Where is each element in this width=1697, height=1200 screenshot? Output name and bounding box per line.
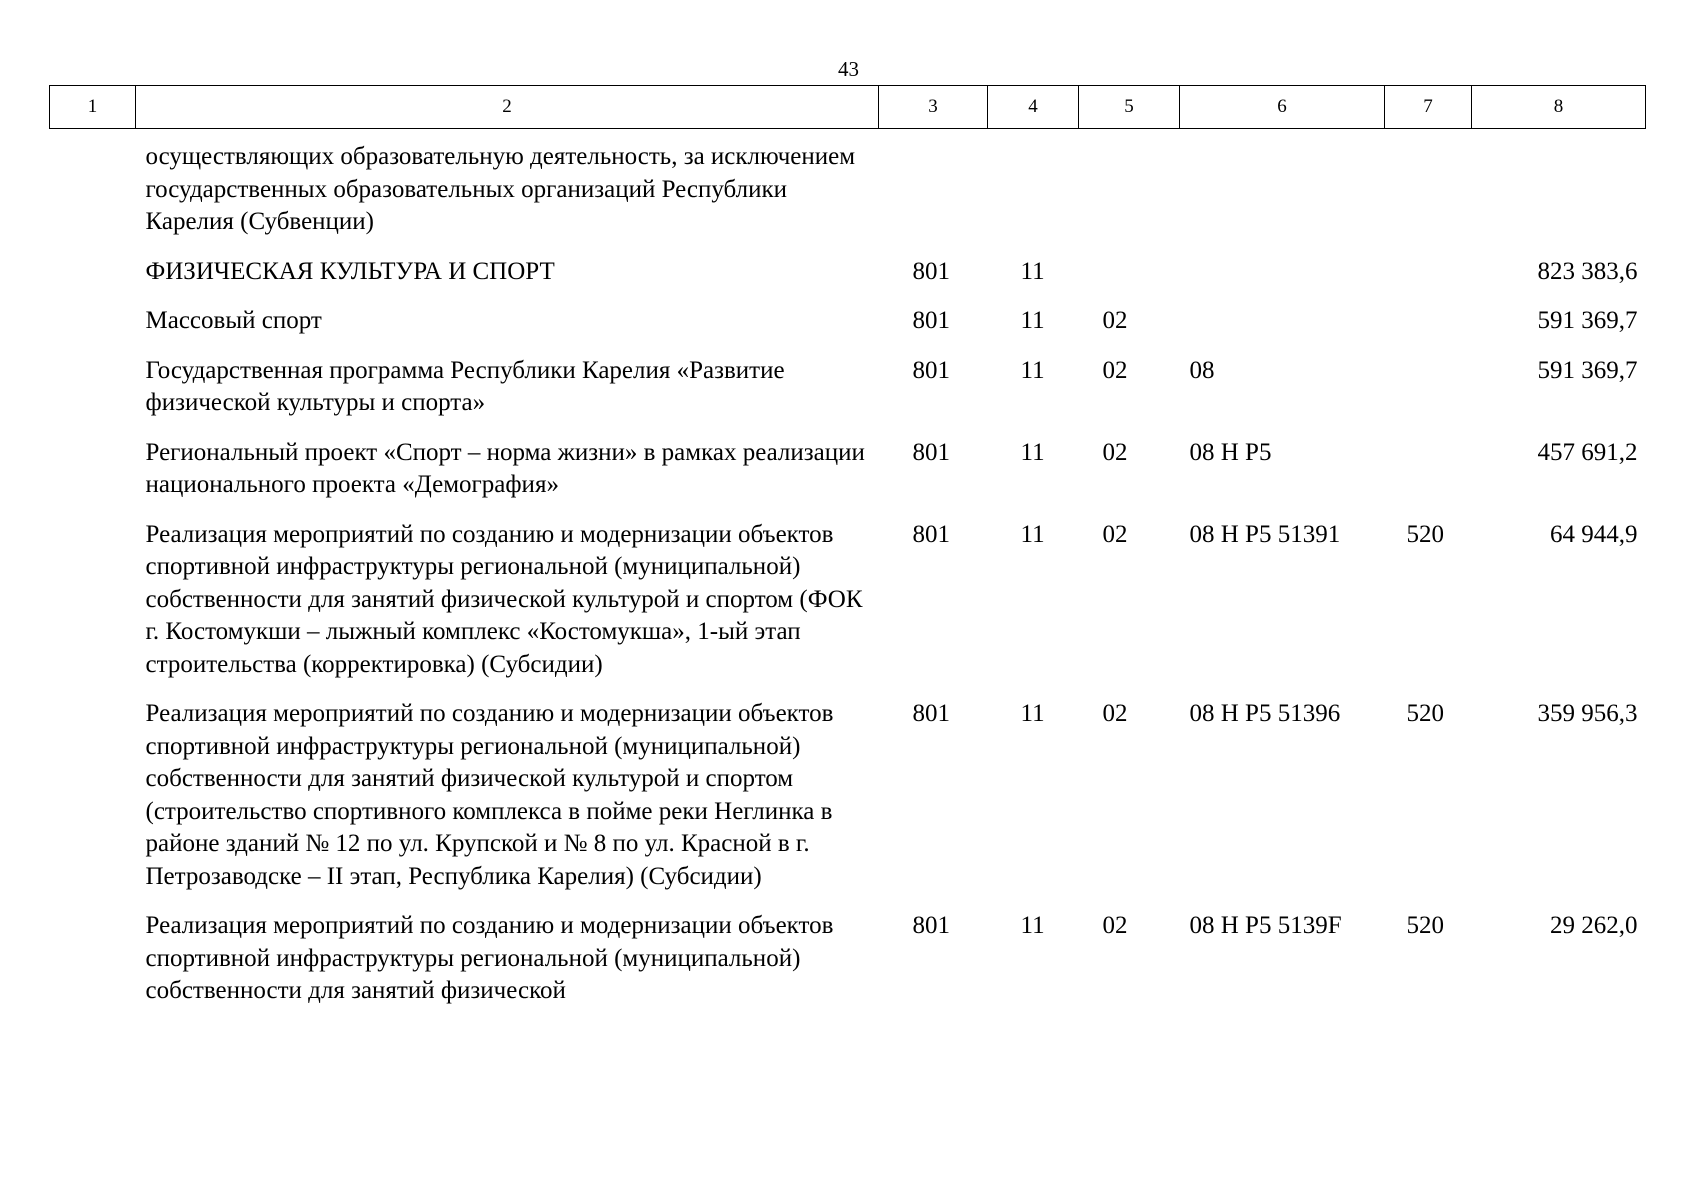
row-subsection: 02 (1102, 520, 1128, 548)
row-name: Массовый спорт (145, 307, 322, 334)
row-amount: 823 383,6 (1537, 257, 1638, 285)
row-target-article (1180, 305, 1385, 355)
row-amount: 591 369,7 (1537, 307, 1638, 334)
row-name: Реализация мероприятий по созданию и модернизации объектов спортивной инфраструктуры региональной (муниципальной) собственности для занятий физической культурой и спортом (ФОК г. Костомукши – лыжный комплекс «Костомукша», 1-ый этап строительства (корректировка) (Субсидии) (145, 520, 863, 678)
row-index-cell (50, 910, 136, 1025)
row-expense-type: 520 (1406, 912, 1444, 939)
row-subsection: 02 (1102, 438, 1128, 466)
row-amount: 29 262,0 (1550, 912, 1638, 939)
row-amount: 591 369,7 (1537, 356, 1638, 384)
row-subsection: 02 (1102, 912, 1128, 939)
row-admin-code (879, 129, 988, 256)
row-index-cell (50, 698, 136, 910)
row-subsection (1079, 129, 1180, 256)
table-row (50, 437, 1646, 519)
row-target-article: 08 Н Р5 (1189, 438, 1272, 466)
row-index-cell (50, 256, 136, 306)
row-section: 11 (1020, 520, 1045, 548)
row-expense-type (1385, 355, 1472, 437)
row-target-article: 08 Н Р5 5139F (1189, 912, 1342, 939)
row-admin-code: 801 (912, 307, 950, 334)
row-amount: 457 691,2 (1537, 438, 1638, 466)
row-section (988, 129, 1079, 256)
row-amount: 64 944,9 (1550, 520, 1638, 548)
row-section: 11 (1020, 700, 1045, 727)
row-amount (1472, 129, 1646, 256)
row-subsection: 02 (1102, 356, 1128, 384)
column-number-header (50, 86, 1646, 129)
budget-table (49, 85, 1646, 1025)
row-index-cell (50, 437, 136, 519)
page-number: 43 (838, 57, 859, 81)
table-row (50, 305, 1646, 355)
row-expense-type (1385, 256, 1472, 306)
table-row (50, 910, 1646, 1025)
col-header-6: 6 (1180, 86, 1385, 129)
col-header-7: 7 (1385, 86, 1472, 129)
row-index-cell (50, 355, 136, 437)
row-subsection: 02 (1102, 307, 1128, 334)
row-name: Реализация мероприятий по созданию и модернизации объектов спортивной инфраструктуры региональной (муниципальной) собственности для занятий физической (145, 912, 834, 1004)
row-name: осуществляющих образовательную деятельность, за исключением государственных образовательных организаций Республики Карелия (Субвенции) (145, 143, 856, 235)
row-admin-code: 801 (912, 520, 950, 548)
col-header-4: 4 (988, 86, 1079, 129)
row-name: ФИЗИЧЕСКАЯ КУЛЬТУРА И СПОРТ (145, 257, 555, 285)
row-target-article: 08 (1189, 356, 1215, 384)
row-admin-code: 801 (912, 257, 950, 285)
row-expense-type (1385, 129, 1472, 256)
row-expense-type: 520 (1406, 520, 1444, 548)
row-section: 11 (1020, 912, 1045, 939)
row-expense-type: 520 (1406, 700, 1444, 727)
row-target-article (1180, 129, 1385, 256)
row-section: 11 (1020, 356, 1045, 384)
row-admin-code: 801 (912, 438, 950, 466)
row-admin-code: 801 (912, 356, 950, 384)
row-expense-type (1385, 305, 1472, 355)
row-subsection (1079, 256, 1180, 306)
table-row (50, 698, 1646, 910)
col-header-8: 8 (1472, 86, 1646, 129)
row-expense-type (1385, 437, 1472, 519)
col-header-3: 3 (879, 86, 988, 129)
table-row (50, 355, 1646, 437)
col-header-2: 2 (136, 86, 879, 129)
col-header-5: 5 (1079, 86, 1180, 129)
row-subsection: 02 (1102, 700, 1128, 727)
row-section: 11 (1020, 438, 1045, 466)
table-row (50, 129, 1646, 256)
row-target-article: 08 Н Р5 51396 (1189, 700, 1341, 727)
table-row (50, 519, 1646, 699)
row-name: Государственная программа Республики Карелия «Развитие физической культуры и спорта» (145, 356, 785, 416)
row-name: Региональный проект «Спорт – норма жизни» в рамках реализации национального проекта «Демография» (145, 438, 865, 498)
col-header-1: 1 (50, 86, 136, 129)
row-section: 11 (1020, 307, 1045, 334)
row-index-cell (50, 129, 136, 256)
row-index-cell (50, 519, 136, 699)
row-admin-code: 801 (912, 700, 950, 727)
row-index-cell (50, 305, 136, 355)
row-admin-code: 801 (912, 912, 950, 939)
row-target-article (1180, 256, 1385, 306)
row-amount: 359 956,3 (1537, 700, 1638, 727)
row-section: 11 (1020, 257, 1045, 285)
row-name: Реализация мероприятий по созданию и модернизации объектов спортивной инфраструктуры региональной (муниципальной) собственности для занятий физической культурой и спортом (строительство спортивного комплекса в пойме реки Неглинка в районе зданий № 12 по ул. Крупской и № 8 по ул. Красной в г. Петрозаводске – II этап, Республика Карелия) (Субсидии) (145, 700, 834, 890)
row-target-article: 08 Н Р5 51391 (1189, 520, 1341, 548)
table-row (50, 256, 1646, 306)
